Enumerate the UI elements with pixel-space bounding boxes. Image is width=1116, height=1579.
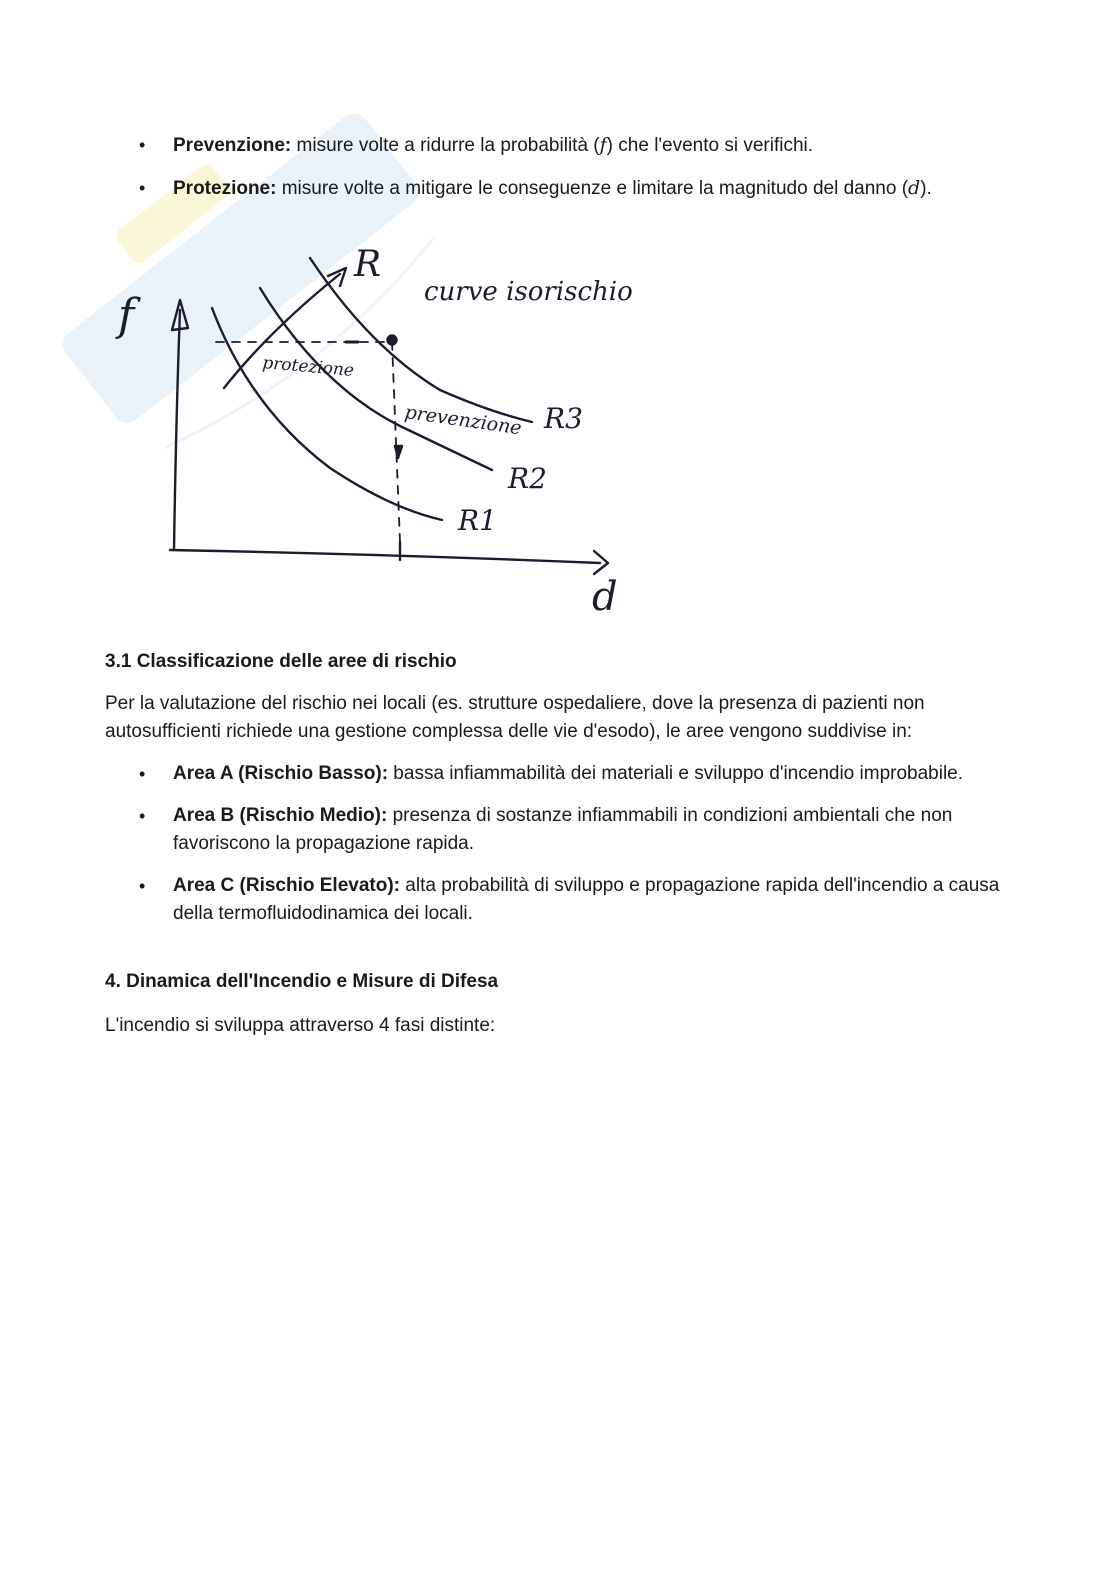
section-4-intro-paragraph: L'incendio si sviluppa attraverso 4 fasi distinte: bbox=[105, 1015, 496, 1036]
isorisk-diagram bbox=[120, 238, 660, 628]
definition-text-end: ). bbox=[920, 178, 932, 199]
dashed-line-vertical bbox=[392, 342, 400, 542]
risk-label: R bbox=[354, 244, 382, 285]
definition-text-end: ) che l'evento si verifichi. bbox=[606, 135, 814, 156]
risk-point bbox=[388, 336, 397, 345]
label-protezione: protezione bbox=[261, 353, 355, 381]
area-b-label: Area B (Rischio Medio): bbox=[173, 805, 388, 826]
area-c-label: Area C (Rischio Elevato): bbox=[173, 875, 400, 896]
math-symbol-f: f bbox=[599, 134, 607, 156]
list-item-prevenzione bbox=[105, 131, 1025, 160]
area-a-text: bassa infiammabilità dei materiali e sviluppo d'incendio improbabile. bbox=[388, 763, 964, 784]
section-heading-3-1: 3.1 Classificazione delle aree di rischio bbox=[105, 651, 457, 672]
definition-text: misure volte a mitigare le conseguenze e limitare la magnitudo del danno ( bbox=[276, 178, 909, 199]
area-b-text: presenza di sostanze infiammabili in condizioni ambientali che non favoriscono la propagazione rapida. bbox=[173, 805, 953, 854]
definition-text: misure volte a ridurre la probabilità ( bbox=[291, 135, 600, 156]
x-axis bbox=[170, 550, 600, 563]
risk-areas-list bbox=[105, 760, 1005, 942]
label-prevenzione: prevenzione bbox=[403, 401, 523, 440]
list-item-area-a bbox=[105, 760, 1005, 788]
area-c-text: alta probabilità di sviluppo e propagazione rapida dell'incendio a causa della termofluidodinamica dei locali. bbox=[173, 875, 1000, 924]
list-item-area-b bbox=[105, 802, 1005, 858]
area-a-label: Area A (Rischio Basso): bbox=[173, 763, 389, 784]
term-prevenzione: Prevenzione: bbox=[173, 135, 292, 156]
term-protezione: Protezione: bbox=[173, 178, 277, 199]
x-axis-label: d bbox=[592, 574, 618, 620]
curve-label-r2: R2 bbox=[508, 462, 547, 495]
curves-title-note: curve isorischio bbox=[424, 277, 633, 307]
curve-label-r1: R1 bbox=[458, 504, 497, 537]
y-axis bbox=[174, 310, 180, 550]
curve-label-r3: R3 bbox=[544, 402, 583, 435]
section-heading-4: 4. Dinamica dell'Incendio e Misure di Difesa bbox=[105, 971, 499, 992]
list-item-area-c bbox=[105, 872, 1005, 928]
definitions-list bbox=[105, 131, 1025, 217]
curve-r2 bbox=[260, 288, 492, 470]
math-symbol-d: d bbox=[908, 177, 921, 199]
y-axis-label: f bbox=[118, 290, 135, 341]
list-item-protezione bbox=[105, 174, 1025, 203]
section-intro-paragraph: Per la valutazione del rischio nei locali (es. strutture ospedaliere, dove la presenza di pazienti non autosufficienti richiede una gestione complessa delle vie d'esodo), le aree vengono suddivise in: bbox=[105, 693, 925, 742]
